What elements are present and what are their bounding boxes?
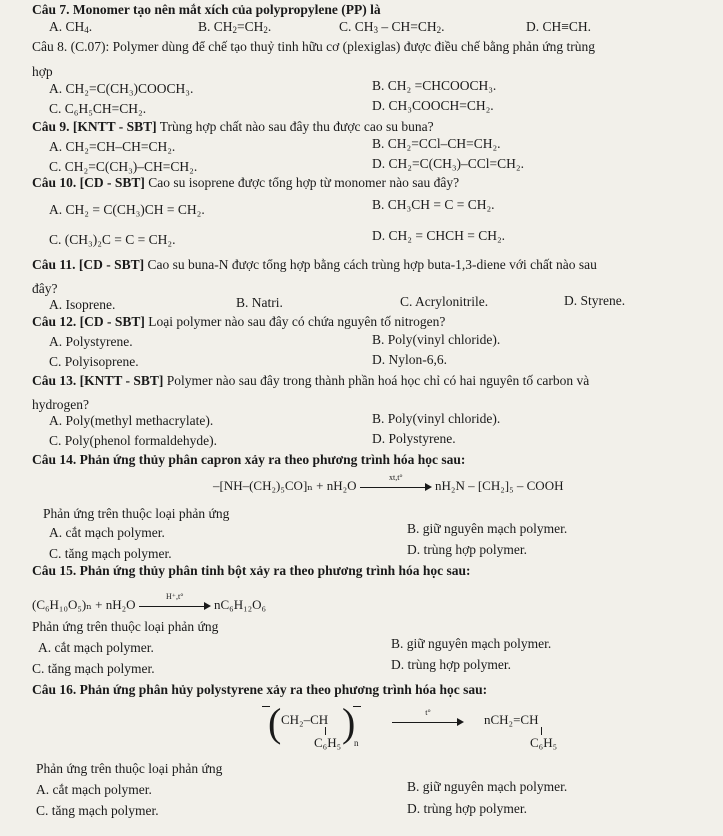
q15-eq-products: nC₆H₁₂O₆ — [214, 597, 267, 612]
q15-prompt: Phản ứng trên thuộc loại phản ứng — [32, 619, 219, 634]
q14-option-c: C. tăng mạch polymer. — [49, 546, 172, 561]
q13-option-d: D. Polystyrene. — [372, 431, 456, 446]
q16-option-c: C. tăng mạch polymer. — [36, 803, 159, 818]
q16-option-b: B. giữ nguyên mạch polymer. — [407, 779, 568, 794]
q7-option-d: D. CH≡CH. — [526, 19, 591, 34]
q9-option-d: D. CH₂=C(CH₃)–CCl=CH₂. — [372, 156, 524, 171]
q16-option-a: A. cắt mạch polymer. — [36, 782, 152, 797]
q11-option-b: B. Natri. — [236, 295, 283, 310]
q14-option-b: B. giữ nguyên mạch polymer. — [407, 521, 568, 536]
q7-stem: Câu 7. Monomer tạo nên mắt xích của polypropylene (PP) là — [32, 2, 381, 17]
q15-option-b: B. giữ nguyên mạch polymer. — [391, 636, 552, 651]
q11-option-a: A. Isoprene. — [49, 297, 116, 312]
q14-option-a: A. cắt mạch polymer. — [49, 525, 165, 540]
q16-option-d: D. trùng hợp polymer. — [407, 801, 528, 816]
q16-eq-product-substituent: C₆H₅ — [530, 735, 558, 750]
q8-stem-cont: hợp — [32, 64, 53, 79]
q10-option-c: C. (CH₃)₂C = C = CH₂. — [49, 232, 176, 247]
q11-stem: Câu 11. [CD - SBT] Cao su buna-N được tổng hợp bằng cách trùng hợp buta-1,3-diene với chất nào sau — [32, 257, 597, 272]
q7-option-a: A. $CH_4$. — [49, 19, 93, 35]
q9-option-a: A. CH₂=CH–CH=CH₂. — [49, 139, 176, 154]
q10-option-a: A. CH₂ = C(CH₃)CH = CH₂. — [49, 202, 205, 217]
reaction-arrow-icon — [392, 707, 464, 727]
q12-option-b: B. Poly(vinyl chloride). — [372, 332, 501, 347]
q11-option-d: D. Styrene. — [564, 293, 626, 308]
q13-option-c: C. Poly(phenol formaldehyde). — [49, 433, 217, 448]
q10-stem: Câu 10. [CD - SBT] Cao su isoprene được tổng hợp từ monomer nào sau đây? — [32, 175, 460, 190]
q14-eq-condition: xt,t° — [388, 473, 403, 483]
q10-option-b: B. CH₃CH = C = CH₂. — [372, 197, 495, 212]
q12-option-c: C. Polyisoprene. — [49, 354, 139, 369]
q15-eq-condition: H⁺,t° — [166, 592, 184, 602]
q16-eq-chain: CH₂–CH — [281, 712, 329, 727]
q16-prompt: Phản ứng trên thuộc loại phản ứng — [36, 761, 223, 776]
q11-option-c: C. Acrylonitrile. — [400, 294, 489, 309]
q9-option-c: C. CH₂=C(CH₃)–CH=CH₂. — [49, 159, 198, 174]
q16-eq-n: n — [354, 738, 359, 748]
q14-equation — [213, 473, 564, 494]
q8-option-b: B. CH₂ =CHCOOCH₃. — [372, 78, 497, 93]
reaction-arrow-icon — [360, 473, 432, 492]
q10-option-d: D. CH₂ = CHCH = CH₂. — [372, 228, 506, 243]
q13-option-b: B. Poly(vinyl chloride). — [372, 411, 501, 426]
q16-eq-substituent: C₆H₅ — [314, 735, 342, 750]
q8-option-a: A. CH₂=C(CH₃)COOCH₃. — [49, 81, 194, 96]
q14-eq-reactants: –[NH–(CH₂)₅CO]ₙ + nH₂O — [213, 478, 357, 493]
reaction-arrow-icon — [139, 592, 211, 611]
q9-stem: Câu 9. [KNTT - SBT] Trùng hợp chất nào sau đây thu được cao su buna? — [32, 119, 434, 134]
q15-option-a: A. cắt mạch polymer. — [38, 640, 154, 655]
q9-option-b: B. CH₂=CCl–CH=CH₂. — [372, 136, 501, 151]
q8-option-d: D. CH₃COOCH=CH₂. — [372, 98, 494, 113]
q7-option-b: B. $CH_2=CH_2$. — [198, 19, 272, 35]
q13-stem: Câu 13. [KNTT - SBT] Polymer nào sau đây trong thành phần hoá học chỉ có hai nguyên tố carbon và — [32, 373, 590, 388]
q16-stem: Câu 16. Phản ứng phân hủy polystyrene xảy ra theo phương trình hóa học sau: — [32, 682, 488, 697]
q7-option-c: C. $CH_3 - CH=CH_2$. — [339, 19, 445, 35]
q14-eq-products: nH₂N – [CH₂]₅ – COOH — [435, 478, 564, 493]
worksheet-page: Câu 7. Monomer tạo nên mắt xích của polypropylene (PP) là A. $CH_4$. B. $CH_2=CH_2$. C. $CH_3 - CH=CH_2$. D. CH≡CH. Câu 8. (C.07): Polymer dùng để chế tạo thuỷ tinh hữu cơ (plexiglas) được điều chế bằng phản ứng trùng hợp A. CH₂=C(CH₃)COOCH₃. B. CH₂ =CHCOOCH₃. C. C₆H₅CH=CH₂. D. CH₃COOCH=CH₂. Câu 9. [KNTT - SBT] Trùng hợp chất nào sau đây thu được cao su buna? A. CH₂=CH–CH=CH₂. B. CH₂=CCl–CH=CH₂. C. CH₂=C(CH₃)–CH=CH₂. D. CH₂=C(CH₃)–CCl=CH₂. Câu 10. [CD - SBT] Cao su isoprene được tổng hợp từ monomer nào sau đây? A. CH₂ = C(CH₃)CH = CH₂. B. CH₃CH = C = CH₂. C. (CH₃)₂C = C = CH₂. D. CH₂ = CHCH = CH₂. Câu 11. [CD - SBT] Cao su buna-N được tổng hợp bằng cách trùng hợp buta-1,3-diene với chất nào sau đây? A. Isoprene. B. Natri. C. Acrylonitrile. D. Styrene. Câu 12. [CD - SBT] Loại polymer nào sau đây có chứa nguyên tố nitrogen? A. Polystyrene. B. Poly(vinyl chloride). C. Polyisoprene. D. Nylon-6,6. Câu 13. [KNTT - SBT] Polymer nào sau đây trong thành phần hoá học chỉ có hai nguyên tố carbon và hydrogen? A. Poly(methyl methacrylate). B. Poly(vinyl chloride). C. Poly(phenol formaldehyde). D. Polystyrene. Câu 14. Phản ứng thủy phân capron xảy ra theo phương trình hóa học sau: –[NH–(CH₂)₅CO]ₙ + nH₂O xt,t° nH₂N – [CH₂]₅ – COOH Phản ứng trên thuộc loại phản ứng A. cắt mạch polymer. B. giữ nguyên mạch polymer. C. tăng mạch polymer. D. trùng hợp polymer. Câu 15. Phản ứng thủy phân tinh bột xảy ra theo phương trình hóa học sau: (C₆H₁₀O₅)ₙ + nH₂O H⁺,t° nC₆H₁₂O₆ Phản ứng trên thuộc loại phản ứng A. cắt mạch polymer. B. giữ nguyên mạch polymer. C. tăng mạch polymer. D. trùng hợp polymer. Câu 16. Phản ứng phân hủy polystyrene xảy ra theo phương trình hóa học sau: ( CH₂–CH C₆H₅ ) n t° nCH₂=CH C₆H₅ Phản ứng trên thuộc loại phản ứng A. cắt mạch polymer. B. giữ nguyên mạch polymer. C. tăng mạch polymer. D. trùng hợp polymer. — [32, 2, 626, 818]
q14-stem: Câu 14. Phản ứng thủy phân capron xảy ra theo phương trình hóa học sau: — [32, 452, 466, 467]
q15-eq-reactants: (C₆H₁₀O₅)ₙ + nH₂O — [32, 597, 136, 612]
q13-option-a: A. Poly(methyl methacrylate). — [49, 413, 214, 428]
q12-stem: Câu 12. [CD - SBT] Loại polymer nào sau đây có chứa nguyên tố nitrogen? — [32, 314, 446, 329]
q8-option-c: C. C₆H₅CH=CH₂. — [49, 101, 147, 116]
q12-option-a: A. Polystyrene. — [49, 334, 133, 349]
q14-prompt: Phản ứng trên thuộc loại phản ứng — [43, 506, 230, 521]
q8-stem: Câu 8. (C.07): Polymer dùng để chế tạo thuỷ tinh hữu cơ (plexiglas) được điều chế bằng phản ứng trùng — [32, 39, 595, 54]
q16-eq-condition: t° — [425, 707, 431, 717]
q15-option-c: C. tăng mạch polymer. — [32, 661, 155, 676]
q12-option-d: D. Nylon-6,6. — [372, 352, 447, 367]
q15-option-d: D. trùng hợp polymer. — [391, 657, 512, 672]
q13-stem-cont: hydrogen? — [32, 397, 89, 412]
q15-equation — [32, 592, 267, 613]
q16-eq-product: nCH₂=CH — [484, 712, 539, 727]
q14-option-d: D. trùng hợp polymer. — [407, 542, 528, 557]
q11-stem-cont: đây? — [32, 281, 58, 296]
q15-stem: Câu 15. Phản ứng thủy phân tinh bột xảy ra theo phương trình hóa học sau: — [32, 563, 471, 578]
